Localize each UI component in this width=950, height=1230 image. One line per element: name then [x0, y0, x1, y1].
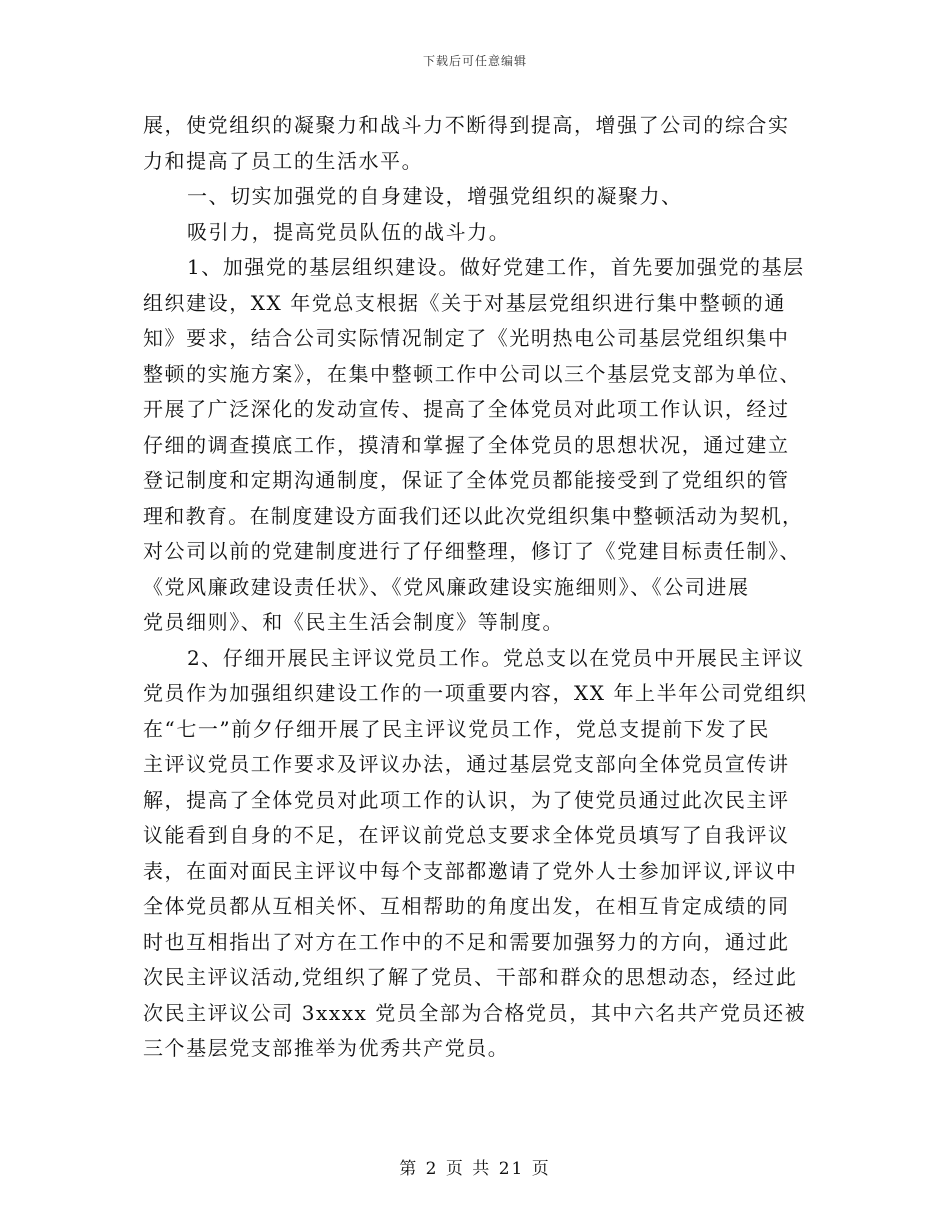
text-line: 2、仔细开展民主评议党员工作。党总支以在党员中开展民主评议: [187, 645, 805, 670]
text-line: 一、切实加强党的自身建设，增强党组织的凝聚力、: [187, 184, 683, 208]
text-line: 党员细则》、和《民主生活会制度》等制度。: [143, 610, 564, 634]
text-line: 理和教育。在制度建设方面我们还以此次党组织集中整顿活动为契机，: [143, 503, 804, 528]
page-footer: 第 2 页 共 21 页: [399, 1159, 551, 1179]
text-line: 全体党员都从互相关怀、互相帮助的角度出发，在相互肯定成绩的同: [143, 894, 790, 918]
text-line: 表，在面对面民主评议中每个支部都邀请了党外人士参加评议,评议中: [143, 858, 798, 883]
text-line: 开展了广泛深化的发动宣传、提高了全体党员对此项工作认识，经过: [143, 397, 790, 421]
text-line: 吸引力，提高党员队伍的战斗力。: [187, 219, 511, 244]
text-line: 展，使党组织的凝聚力和战斗力不断得到提高，增强了公司的综合实: [143, 113, 790, 137]
text-line: 知》要求，结合公司实际情况制定了《光明热电公司基层党组织集中: [143, 326, 790, 350]
text-line: 次民主评议活动,党组织了解了党员、干部和群众的思想动态，经过此: [143, 965, 798, 989]
document-body: [143, 108, 808, 1067]
text-line: 1、加强党的基层组织建设。做好党建工作，首先要加强党的基层: [187, 255, 805, 279]
text-line: 登记制度和定期沟通制度，保证了全体党员都能接受到了党组织的管: [143, 468, 790, 492]
text-line: 《党风廉政建设责任状》、《党风廉政建设实施细则》、《公司进展: [143, 574, 750, 599]
text-line: 仔细的调查摸底工作，摸清和掌握了全体党员的思想状况，通过建立: [143, 432, 790, 457]
text-line: 时也互相指出了对方在工作中的不足和需要加强努力的方向，通过此: [143, 929, 790, 954]
text-line: 组织建设，XX 年党总支根据《关于对基层党组织进行集中整顿的通: [143, 290, 786, 315]
text-line: 在“七一”前夕仔细开展了民主评议党员工作，党总支提前下发了民: [143, 716, 770, 741]
text-line: 主评议党员工作要求及评议办法，通过基层党支部向全体党员宣传讲: [143, 752, 790, 776]
text-line: 对公司以前的党建制度进行了仔细整理，修订了《党建目标责任制》、: [143, 539, 802, 563]
text-line: 力和提高了员工的生活水平。: [143, 148, 424, 173]
text-line: 次民主评议公司 3xxxx 党员全部为合格党员，其中六名共产党员还被: [143, 1000, 807, 1025]
text-line: 三个基层党支部推举为优秀共产党员。: [143, 1036, 510, 1060]
text-line: 整顿的实施方案》，在集中整顿工作中公司以三个基层党支部为单位、: [143, 361, 802, 386]
text-line: 党员作为加强组织建设工作的一项重要内容，XX 年上半年公司党组织: [143, 681, 808, 705]
text-line: 解，提高了全体党员对此项工作的认识，为了使党员通过此次民主评: [143, 787, 790, 812]
page-header: 下载后可任意编辑: [422, 54, 527, 68]
text-line: 议能看到自身的不足，在评议前党总支要求全体党员填写了自我评议: [143, 823, 790, 847]
